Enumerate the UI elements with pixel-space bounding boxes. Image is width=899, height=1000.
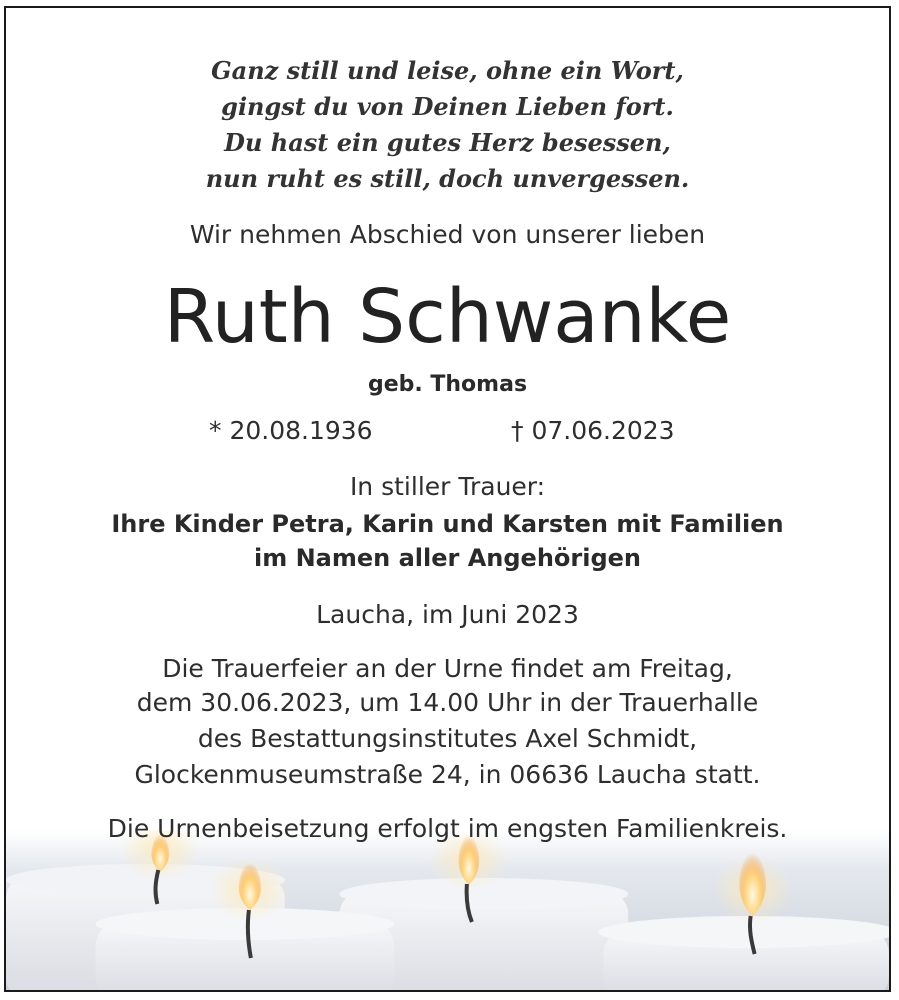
candles-image: [6, 830, 889, 990]
mourners-line: Ihre Kinder Petra, Karin und Karsten mit Familien: [111, 510, 784, 538]
funeral-text-line: Die Trauerfeier an der Urne findet am Freitag,: [162, 654, 733, 683]
deceased-name: Ruth Schwanke: [163, 274, 732, 360]
funeral-text-line: dem 30.06.2023, um 14.00 Uhr in der Trauerhalle: [136, 688, 759, 717]
place-date: Laucha, im Juni 2023: [316, 600, 579, 629]
mourning-label: In stiller Trauer:: [349, 472, 546, 501]
death-date: † 07.06.2023: [511, 416, 675, 445]
poem-line: Du hast ein gutes Herz besessen,: [224, 128, 671, 157]
funeral-text-line: des Bestattungsinstitutes Axel Schmidt,: [197, 724, 698, 753]
birth-date: * 20.08.1936: [209, 416, 373, 445]
intro-text: Wir nehmen Abschied von unserer lieben: [189, 220, 706, 249]
mourners-line: im Namen aller Angehörigen: [253, 544, 641, 572]
poem-line: Ganz still und leise, ohne ein Wort,: [211, 56, 684, 85]
poem-line: nun ruht es still, doch unvergessen.: [205, 164, 690, 193]
obituary-frame: [4, 6, 891, 992]
poem-line: gingst du von Deinen Lieben fort.: [221, 92, 674, 121]
funeral-text-line: Glockenmuseumstraße 24, in 06636 Laucha statt.: [134, 760, 761, 789]
burial-text: Die Urnenbeisetzung erfolgt im engsten Familienkreis.: [107, 814, 788, 843]
maiden-name: geb. Thomas: [367, 372, 528, 397]
